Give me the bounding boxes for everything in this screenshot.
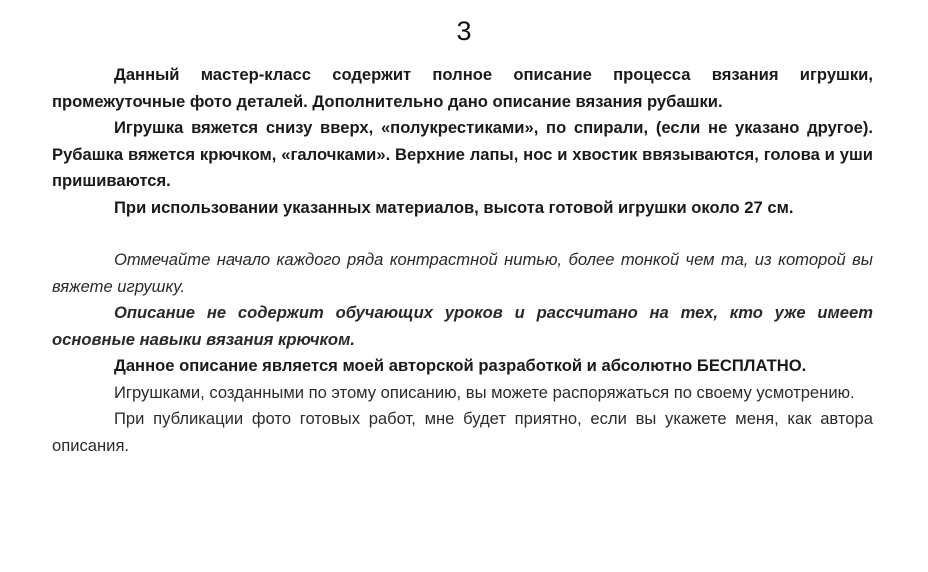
paragraph-knitting-method: Игрушка вяжется снизу вверх, «полукрестиками», по спирали, (если не указано другое). Рубашка вяжется крючком, «галочками». Верхние лапы, нос и хвостик ввязываются, голова и уши пришиваются. bbox=[52, 118, 873, 190]
paragraph-usage-rights: Игрушками, созданными по этому описанию, вы можете распоряжаться по своему усмотрению. bbox=[114, 382, 855, 402]
document-body bbox=[52, 62, 873, 459]
paragraph-intro: Данный мастер-класс содержит полное описание процесса вязания игрушки, промежуточные фото деталей. Дополнительно дано описание вязания рубашки. bbox=[52, 65, 873, 111]
paragraph-toy-height: При использовании указанных материалов, высота готовой игрушки около 27 см. bbox=[114, 197, 794, 217]
page-number: 3 bbox=[456, 16, 472, 46]
paragraph-skill-notice: Описание не содержит обучающих уроков и рассчитано на тех, кто уже имеет основные навыки вязания крючком. bbox=[52, 303, 873, 349]
paragraph-free-notice: Данное описание является моей авторской разработкой и абсолютно БЕСПЛАТНО. bbox=[114, 356, 807, 375]
paragraph-attribution: При публикации фото готовых работ, мне будет приятно, если вы укажете меня, как автора описания. bbox=[52, 409, 873, 455]
paragraph-row-marker-tip: Отмечайте начало каждого ряда контрастной нитью, более тонкой чем та, из которой вы вяжете игрушку. bbox=[52, 250, 873, 296]
spacer bbox=[52, 221, 873, 247]
